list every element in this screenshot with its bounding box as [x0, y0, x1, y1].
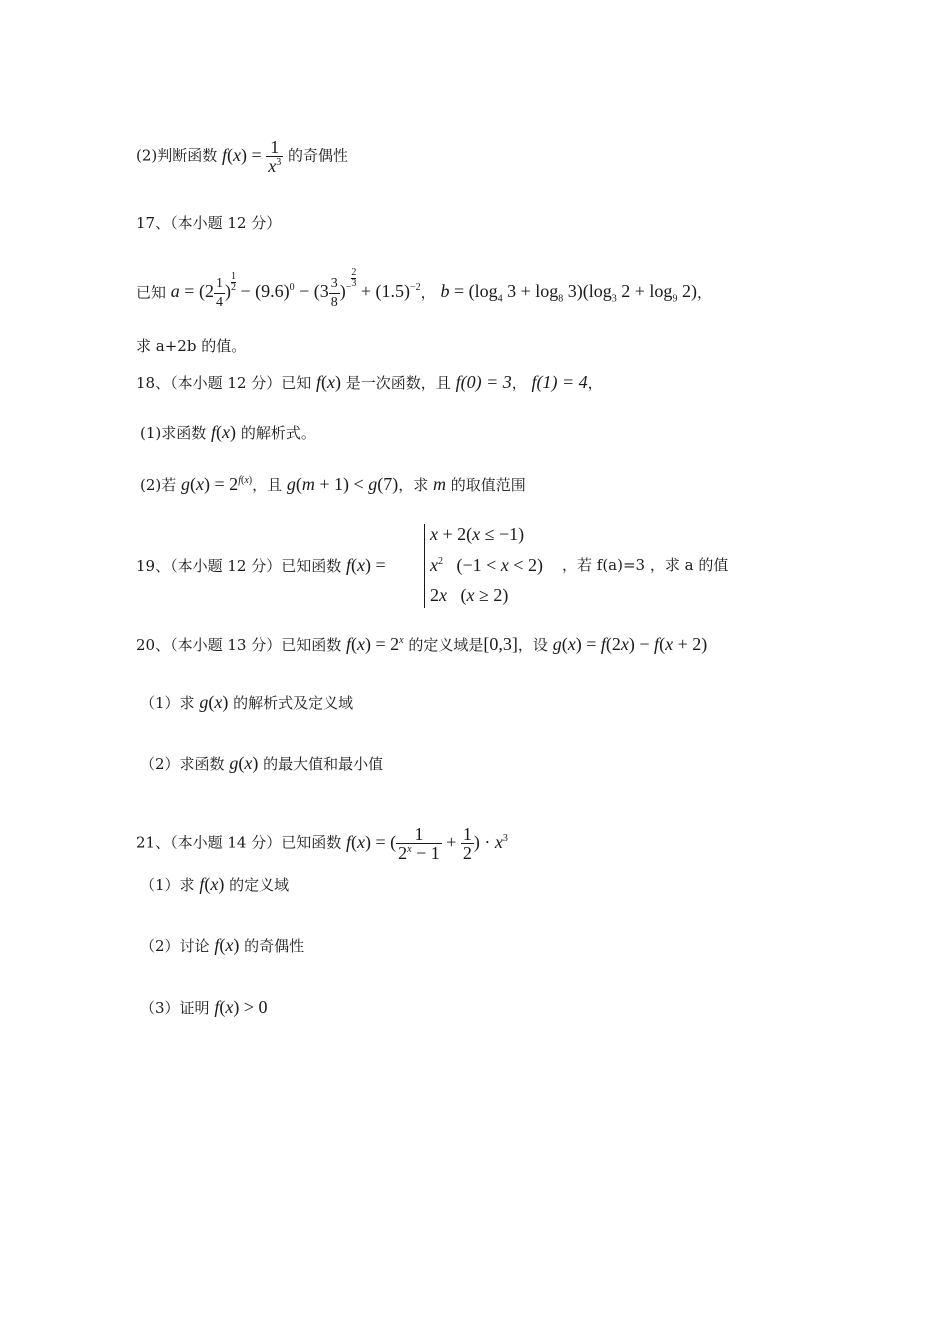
- q17-formula-b: $b = (\log_4$ $3 + \log_8 3)(\log_3$ $2 + \log_9 2$): [440, 281, 697, 305]
- q19-case2: $x^2$ (−1 < x < 2): [430, 555, 543, 575]
- q17-ask: 求 a+2b 的值。: [136, 337, 247, 355]
- q17-sep: ，: [420, 283, 436, 302]
- q18-part2-ask: ，求: [398, 476, 429, 494]
- q18-f0: f(0) = 3: [455, 372, 512, 392]
- q18-part1-fx: f(x): [211, 422, 237, 442]
- q20-sep: ，设: [517, 636, 548, 654]
- q21-part1-tail: 的定义域: [229, 876, 290, 894]
- q21-header-text: 21、（本小题 14 分）已知函数: [136, 833, 342, 852]
- q20-part1-label: （1）求: [140, 694, 195, 712]
- q21-part3-label: （3）证明: [140, 999, 210, 1017]
- q17-given: [136, 268, 712, 312]
- q20-part1: [140, 692, 353, 713]
- q18-f1: f(1) = 4: [531, 372, 588, 392]
- q21-part2-fx: f(x): [214, 935, 240, 955]
- q19-header-text: 19、（本小题 12 分）已知函数: [136, 557, 342, 575]
- q18-part2-and: ，且: [252, 476, 283, 494]
- q20-part2: [140, 753, 383, 774]
- q20-header-text: 20、（本小题 13 分）已知函数: [136, 636, 342, 654]
- q21-header: [136, 825, 508, 862]
- q18-gx-def: $g(x) = 2^{f(x)}$: [181, 474, 253, 494]
- q18-part2-tail: 的取值范围: [450, 476, 526, 494]
- q18-fx: f(x): [316, 372, 342, 392]
- q21-part3-ineq: f(x) > 0: [214, 997, 268, 1017]
- q20-part1-gx: g(x): [199, 692, 229, 712]
- q18-part1: [140, 422, 316, 443]
- q21-part3: [140, 997, 268, 1018]
- q17-formula-a: a = (2 $\frac{1}{4}$ ) $\frac{1}{2} - (9.6)^0 - (3$ $\frac{3}{8}$ )$^{- \frac{2}{3}} + (1.5)^{-2}$: [170, 267, 421, 310]
- q20-header: [136, 634, 707, 655]
- q21-part1: [140, 874, 289, 895]
- q19-header: [136, 555, 386, 576]
- q18-inequality: g(m + 1) < g(7): [286, 474, 399, 494]
- q18-part1-tail: 的解析式。: [240, 424, 316, 442]
- q16-part2-tail: 的奇偶性: [287, 146, 348, 165]
- q21-part2-label: （2）讨论: [140, 937, 210, 955]
- q17-header: 17、（本小题 12 分）: [136, 214, 282, 232]
- q19-case1: x + 2(x ≤ −1): [430, 524, 525, 544]
- q19-tail: ，若 f(a)=3 ，求 a 的值: [562, 556, 729, 574]
- q20-part2-label: （2）求函数: [140, 755, 225, 773]
- q17-known-label: 已知: [136, 283, 167, 302]
- q16-part2: [136, 138, 348, 175]
- q18-part2-label: (2)若: [140, 476, 177, 494]
- q20-interval: [0,3]: [483, 634, 518, 654]
- q18-header: [136, 372, 603, 393]
- q19-fx: f(x) =: [346, 555, 386, 575]
- q20-fx: $f(x) = 2^x$: [346, 634, 404, 654]
- q18-m: m: [433, 474, 446, 494]
- q21-part1-label: （1）求: [140, 876, 195, 894]
- q18-mid: 是一次函数，且: [345, 374, 451, 392]
- q18-header-text: 18、（本小题 12 分）已知: [136, 374, 312, 392]
- q16-formula: f(x) = $\frac{1}{x^3}$: [222, 137, 282, 176]
- q17-sep2: ，: [696, 283, 712, 302]
- q18-part1-label: (1)求函数: [140, 424, 207, 442]
- q20-mid: 的定义域是: [408, 636, 484, 654]
- q21-part1-fx: f(x): [199, 874, 225, 894]
- q20-part2-tail: 的最大值和最小值: [263, 755, 384, 773]
- q20-gx-def: g(x) = f(2x) − f(x + 2): [552, 634, 708, 654]
- q20-part2-gx: g(x): [229, 753, 259, 773]
- q18-part2: [140, 474, 526, 495]
- q16-part2-label: (2)判断函数: [136, 146, 218, 165]
- q21-part2: [140, 935, 304, 956]
- q18-sep1: ，: [511, 374, 527, 392]
- q18-sep2: ，: [587, 374, 603, 392]
- q19-case3: 2x (x ≥ 2): [430, 585, 509, 605]
- q21-fx: f(x) = ( $\frac{1}{2^x - 1}$ + $\frac{1}{2}$ ) · $x^3$: [346, 824, 508, 863]
- q20-part1-tail: 的解析式及定义域: [233, 694, 354, 712]
- q21-part2-tail: 的奇偶性: [244, 937, 305, 955]
